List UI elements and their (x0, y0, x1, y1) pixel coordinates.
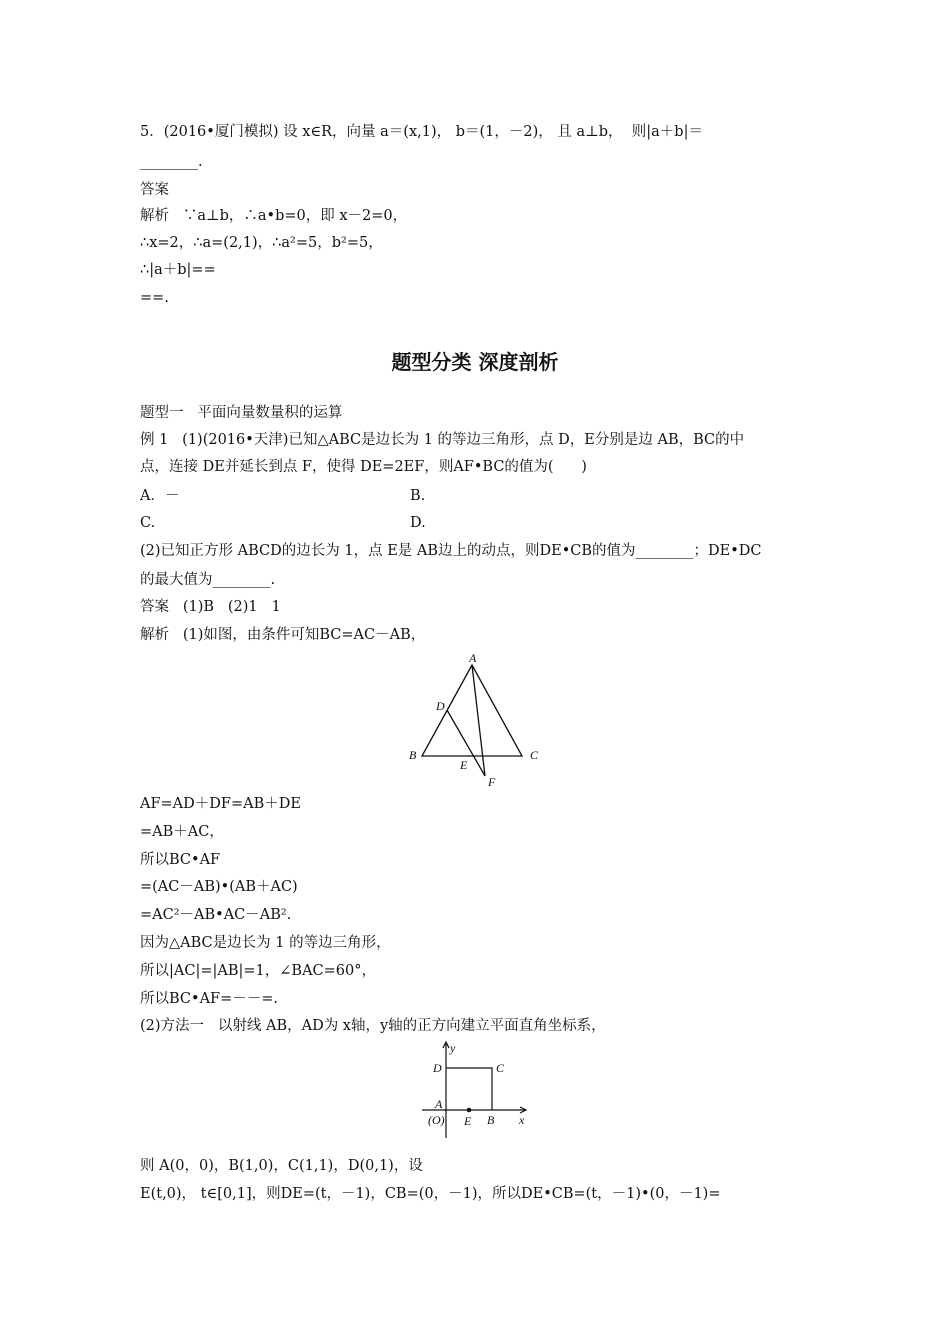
sq-label-y: y (450, 1041, 456, 1055)
point-e (467, 1108, 472, 1113)
example2-line1: (2)已知正方形 ABCD的边长为 1，点 E是 AB边上的动点，则DE•CB的值为________；DE•DC (140, 543, 762, 559)
example1-line2: 点，连接 DE并延长到点 F，使得 DE=2EF，则AF•BC的值为( ) (140, 459, 587, 475)
sq-label-d: D (433, 1061, 442, 1075)
option-c: C. (140, 515, 156, 531)
example1-line1: 例 1 (1)(2016•天津)已知△ABC是边长为 1 的等边三角形，点 D，E分别是边 AB，BC的中 (140, 432, 745, 448)
coord-line1: 则 A(0，0)，B(1,0)，C(1,1)，D(0,1)，设 (140, 1158, 423, 1174)
derivation-line: 所以BC•AF=－－=. (140, 991, 279, 1007)
option-b: B. (410, 488, 426, 504)
tri-label-f: F (488, 775, 496, 789)
example2-line2: 的最大值为________. (140, 572, 276, 588)
solution-line: ∴|a＋b|== (140, 262, 216, 278)
derivation-line: =AC²－AB•AC－AB². (140, 907, 292, 923)
problem5-blank: ________. (140, 154, 203, 170)
sq-label-a: A (435, 1097, 443, 1111)
derivation-line: 因为△ABC是边长为 1 的等边三角形， (140, 935, 391, 951)
triangle-figure (400, 650, 550, 792)
tri-label-c: C (530, 748, 539, 762)
answer-label: 答案 (140, 182, 169, 198)
derivation-line: 所以|AC|=|AB|=1，∠BAC=60°， (140, 963, 376, 979)
tri-label-e: E (460, 758, 468, 772)
type-title: 题型一 平面向量数量积的运算 (140, 405, 343, 421)
solution-intro: 解析 (1)如图，由条件可知BC=AC－AB， (140, 627, 426, 643)
derivation-line: (2)方法一 以射线 AB，AD为 x轴，y轴的正方向建立平面直角坐标系， (140, 1018, 606, 1034)
sq-label-o: (O) (428, 1113, 445, 1127)
derivation-line: 所以BC•AF (140, 852, 221, 868)
sq-label-c: C (496, 1061, 505, 1075)
solution-line: ==. (140, 290, 169, 306)
derivation-line: AF=AD＋DF=AB＋DE (140, 796, 301, 812)
sq-label-b: B (487, 1113, 495, 1127)
derivation-line: =AB＋AC， (140, 824, 224, 840)
derivation-line: =(AC－AB)•(AB＋AC) (140, 879, 298, 895)
sq-label-e: E (464, 1114, 472, 1128)
option-a: A．－ (140, 488, 180, 504)
tri-label-d: D (436, 699, 445, 713)
section-title: 题型分类 深度剖析 (391, 350, 559, 374)
solution-line: 解析 ∵a⊥b，∴a•b=0，即 x－2=0， (140, 208, 408, 224)
sq-label-x: x (519, 1113, 525, 1127)
square-figure (418, 1040, 538, 1140)
solution-line: ∴x=2，∴a=(2,1)，∴a²=5，b²=5， (140, 235, 383, 251)
tri-label-a: A (469, 651, 477, 665)
problem5-line1: 5．(2016•厦门模拟) 设 x∈R，向量 a＝(x,1)， b＝(1，－2)， 且 a⊥b， 则|a＋b|＝ (140, 124, 703, 140)
tri-label-b: B (409, 748, 417, 762)
option-d: D. (410, 515, 426, 531)
answer-line: 答案 (1)B (2)1 1 (140, 599, 281, 615)
coord-line2: E(t,0)， t∈[0,1]，则DE=(t，－1)，CB=(0，－1)，所以DE•CB=(t，－1)•(0，－1)= (140, 1186, 721, 1202)
